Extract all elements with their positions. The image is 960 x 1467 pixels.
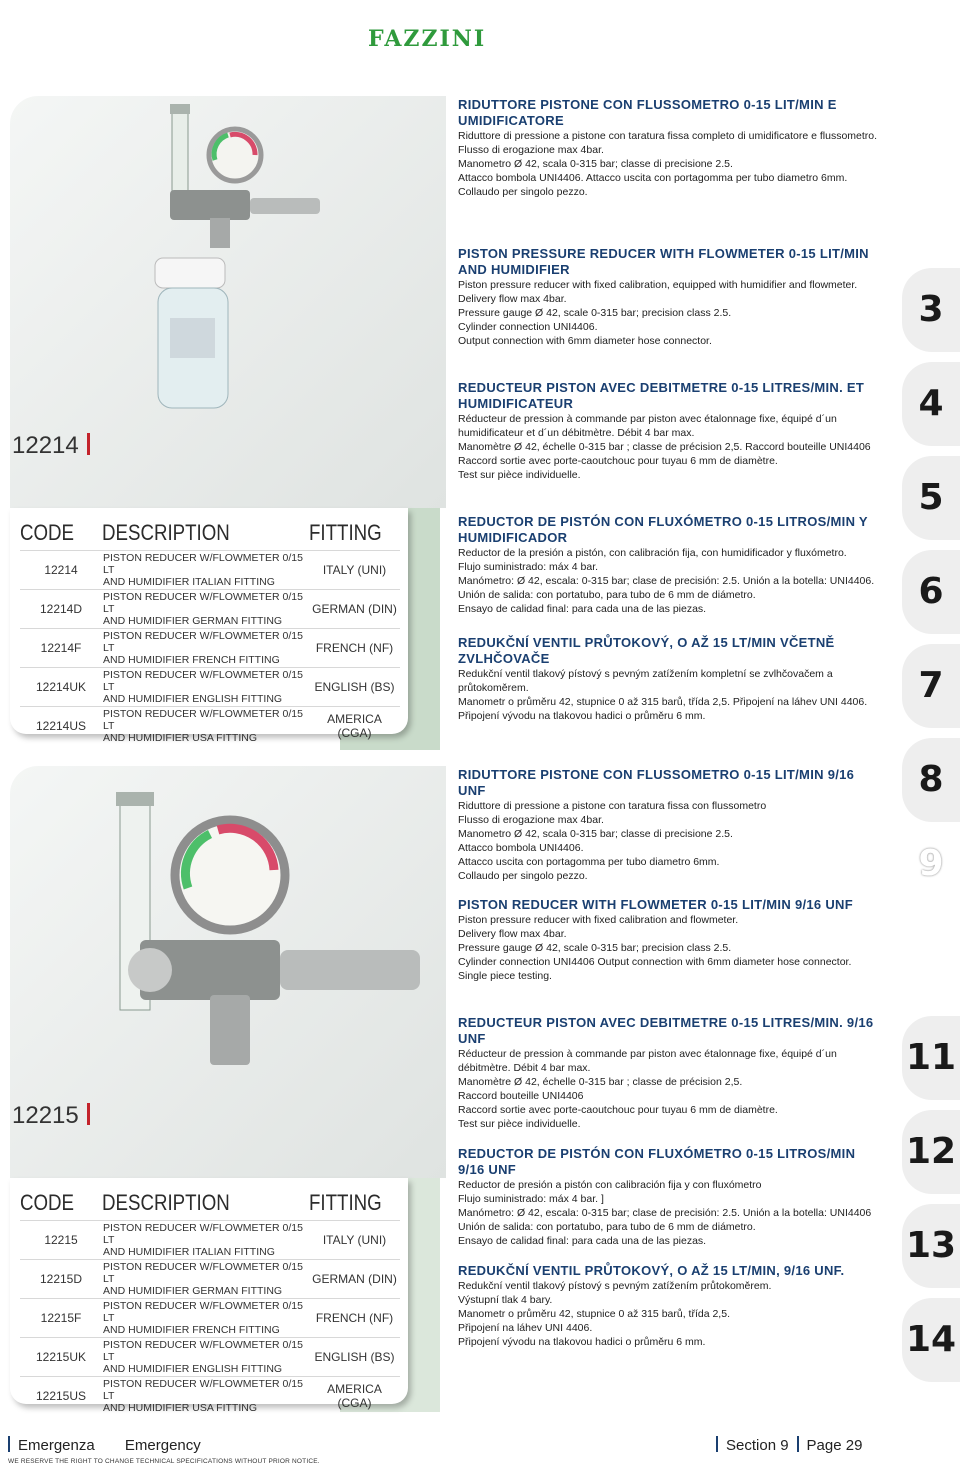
section-tab-9-active[interactable]: 9 — [902, 822, 960, 906]
code-table-12215 — [20, 1190, 400, 1415]
description-en-12214 — [458, 246, 878, 348]
table-row — [20, 629, 400, 668]
description-cz-12215 — [458, 1263, 878, 1349]
description-title: REDUKČNÍ VENTIL PRŮTOKOVÝ, O AŽ 15 LT/MIN VČETNĚ ZVLHČOVAČE — [458, 635, 835, 666]
row-description: PISTON REDUCER W/FLOWMETER 0/15 LT AND HUMIDIFIER USA FITTING — [102, 1377, 309, 1416]
section-tab-13[interactable]: 13 — [902, 1204, 960, 1288]
section-tab-7[interactable]: 7 — [902, 644, 960, 728]
row-code: 12214 — [20, 551, 102, 590]
description-title: PISTON REDUCER WITH FLOWMETER 0-15 LIT/MIN 9/16 UNF — [458, 897, 853, 912]
description-body: Redukční ventil tlakový pístový s pevným zatížením kompletní se zvlhčovačem a průtokoměrem. Manometr o průměru 42, stupnice 0 až 315 barů, třída 2,5. Připojení na láhev UNI 4406. Připojení vývodu na tlakovou hadici o průměru 6 mm. — [458, 668, 868, 722]
section-tab-4[interactable]: 4 — [902, 362, 960, 446]
footer-bar — [716, 1436, 718, 1452]
footer-bar — [8, 1436, 10, 1452]
section-tab-11[interactable]: 11 — [902, 1016, 960, 1100]
footer-section: Section 9 — [726, 1437, 789, 1454]
description-body: Piston pressure reducer with fixed calibration and flowmeter. Delivery flow max 4bar. Pressure gauge Ø 42, scale 0-315 bar; precision class 2.5. Cylinder connection UNI4406 Output connection with 6mm diameter hose connector. Single piece testing. — [458, 914, 852, 982]
description-body: Reductor de la presión a pistón, con calibración fija, con humidificador y fluxómetro. Flujo suministrado: máx 4 bar. Manómetro: Ø 42, escala: 0-315 bar; clase de precisión: 2.5. Unión a la botella: UNI4406. Unión de salida: con portatubo, para tubo de 6 mm de diámetro. Ensayo de calidad final: para cada una de las piezas. — [458, 547, 875, 615]
description-body: Piston pressure reducer with fixed calibration, equipped with humidifier and flowmeter. Delivery flow max 4bar. Pressure gauge Ø 42, scale 0-315 bar; precision class 2.5. Cylinder connection UNI4406. Output connection with 6mm diameter hose connector. — [458, 279, 858, 347]
table-row — [20, 1299, 400, 1338]
row-fitting: ENGLISH (BS) — [309, 1338, 400, 1377]
row-description: PISTON REDUCER W/FLOWMETER 0/15 LT AND HUMIDIFIER ITALIAN FITTING — [102, 1221, 309, 1260]
row-code: 12214F — [20, 629, 102, 668]
section-tab-8[interactable]: 8 — [902, 738, 960, 822]
footer-category-it: Emergenza — [18, 1437, 95, 1454]
description-title: REDUKČNÍ VENTIL PRŮTOKOVÝ, O AŽ 15 LT/MIN, 9/16 UNF. — [458, 1263, 845, 1278]
row-fitting: ITALY (UNI) — [309, 551, 400, 590]
product-image-12214 — [110, 100, 340, 420]
humidifier-cap — [155, 258, 225, 288]
row-description: PISTON REDUCER W/FLOWMETER 0/15 LT AND HUMIDIFIER FRENCH FITTING — [102, 1299, 309, 1338]
footer-category-en: Emergency — [124, 1437, 201, 1454]
description-body: Redukční ventil tlakový pístový s pevným zatížením průtokoměrem. Výstupní tlak 4 bary. Manometr o průměru 42, stupnice 0 až 315 barů, třída 2,5. Připojení na láhev UNI 4406. Připojení vývodu na tlakovou hadici o průměru 6 mm. — [458, 1280, 772, 1348]
row-code: 12214D — [20, 590, 102, 629]
footer-right — [708, 1436, 862, 1454]
row-description: PISTON REDUCER W/FLOWMETER 0/15 LT AND HUMIDIFIER FRENCH FITTING — [102, 629, 309, 668]
row-code: 12214UK — [20, 668, 102, 707]
description-body: Riduttore di pressione a pistone con taratura fissa completo di umidificatore e flussometro. Flusso di erogazione max 4bar. Manometro Ø 42, scala 0-315 bar; classe di precisione 2.5. Attacco bombola UNI4406. Attacco uscita con portagomma per tubo diametro 6mm. Collaudo per singolo pezzo. — [458, 130, 878, 198]
description-title: RIDUTTORE PISTONE CON FLUSSOMETRO 0-15 LIT/MIN E UMIDIFICATORE — [458, 97, 837, 128]
section-tab-6[interactable]: 6 — [902, 550, 960, 634]
row-description: PISTON REDUCER W/FLOWMETER 0/15 LT AND HUMIDIFIER ITALIAN FITTING — [102, 551, 309, 590]
table-row — [20, 668, 400, 707]
description-body: Réducteur de pression à commande par piston avec étalonnage fixe, équipé d´un humidificateur et d´un débitmètre. Débit 4 bar max. Manomètre Ø 42, échelle 0-315 bar ; classe de précision 2,5. Raccord bouteille UNI4406 Raccord sortie avec porte-caoutchouc pour tuyau 6 mm de diamètre. Test sur pièce individuelle. — [458, 413, 871, 481]
row-code: 12215UK — [20, 1338, 102, 1377]
product-number-12214: 12214 — [12, 432, 90, 460]
row-code: 12214US — [20, 707, 102, 746]
humidifier-label — [170, 318, 215, 358]
footer-bar — [797, 1436, 799, 1452]
red-accent-bar — [87, 433, 90, 455]
section-tab-3[interactable]: 3 — [902, 268, 960, 352]
row-description: PISTON REDUCER W/FLOWMETER 0/15 LT AND HUMIDIFIER ENGLISH FITTING — [102, 668, 309, 707]
table-header-row — [20, 1190, 400, 1221]
section-tab-14[interactable]: 14 — [902, 1298, 960, 1382]
table-row — [20, 1377, 400, 1416]
row-code: 12215D — [20, 1260, 102, 1299]
description-body: Riduttore di pressione a pistone con taratura fissa con flussometro Flusso di erogazione max 4bar. Manometro Ø 42, scala 0-315 bar; classe di precisione 2.5. Attacco bombola UNI4406. Attacco uscita con portagomma per tubo diametro 6mm. Collaudo per singolo pezzo. — [458, 800, 767, 882]
description-cz-12214 — [458, 635, 878, 723]
description-title: PISTON PRESSURE REDUCER WITH FLOWMETER 0-15 LIT/MIN AND HUMIDIFIER — [458, 246, 869, 277]
flowmeter-cap — [116, 792, 154, 806]
row-code: 12215F — [20, 1299, 102, 1338]
row-fitting: FRENCH (NF) — [309, 1299, 400, 1338]
cylinder-fitting — [210, 218, 230, 248]
description-en-12215 — [458, 897, 878, 983]
description-title: REDUCTOR DE PISTÓN CON FLUXÓMETRO 0-15 LITROS/MIN 9/16 UNF — [458, 1146, 856, 1177]
flowmeter-cap — [170, 104, 190, 114]
pressure-gauge — [175, 820, 285, 930]
description-it-12215 — [458, 767, 878, 883]
section-tab-5[interactable]: 5 — [902, 456, 960, 540]
description-body: Reductor de presión a pistón con calibración fija y con fluxómetro Flujo suministrado: máx 4 bar. ] Manómetro: Ø 42, escala: 0-315 bar; clase de precisión: 2.5. Unión a la botella: UNI4406 Unión de salida: con portatubo, para tubo de 6 mm de diámetro. Ensayo de calidad final: para cada una de las piezas. — [458, 1179, 872, 1247]
description-fr-12215 — [458, 1015, 878, 1131]
table-row — [20, 1221, 400, 1260]
row-description: PISTON REDUCER W/FLOWMETER 0/15 LT AND HUMIDIFIER ENGLISH FITTING — [102, 1338, 309, 1377]
outlet-connector — [280, 950, 420, 990]
description-body: Réducteur de pression à commande par piston avec étalonnage fixe, équipé d´un débitmètre. Débit 4 bar max. Manomètre Ø 42, échelle 0-315 bar ; classe de précision 2,5. Raccord bouteille UNI4406 Raccord sortie avec porte-caoutchouc pour tuyau 6 mm de diamètre. Test sur pièce individuelle. — [458, 1048, 837, 1130]
row-fitting: AMERICA (CGA) — [309, 1377, 400, 1416]
row-fitting: AMERICA (CGA) — [309, 707, 400, 746]
description-it-12214 — [458, 97, 878, 199]
row-description: PISTON REDUCER W/FLOWMETER 0/15 LT AND HUMIDIFIER USA FITTING — [102, 707, 309, 746]
pressure-gauge — [209, 129, 261, 181]
footer-disclaimer: WE RESERVE THE RIGHT TO CHANGE TECHNICAL SPECIFICATIONS WITHOUT PRIOR NOTICE. — [8, 1458, 320, 1465]
section-tab-12[interactable]: 12 — [902, 1110, 960, 1194]
row-code: 12215US — [20, 1377, 102, 1416]
table-row — [20, 590, 400, 629]
regulator-knob — [128, 948, 172, 992]
footer-page: Page 29 — [806, 1437, 863, 1454]
product-number-12215: 12215 — [12, 1102, 90, 1130]
regulator-body — [170, 190, 250, 220]
product-image-12215 — [100, 780, 430, 1080]
cylinder-fitting — [210, 995, 250, 1065]
col-header-code: CODE — [20, 1190, 75, 1215]
col-header-description: DESCRIPTION — [102, 520, 230, 545]
col-header-fitting: FITTING — [309, 520, 382, 545]
red-accent-bar — [87, 1103, 90, 1125]
row-fitting: FRENCH (NF) — [309, 629, 400, 668]
description-title: REDUCTEUR PISTON AVEC DEBITMETRE 0-15 LITRES/MIN. ET HUMIDIFICATEUR — [458, 380, 865, 411]
row-fitting: ENGLISH (BS) — [309, 668, 400, 707]
table-header-row — [20, 520, 400, 551]
table-row — [20, 551, 400, 590]
footer-left — [8, 1436, 201, 1454]
col-header-description: DESCRIPTION — [102, 1190, 230, 1215]
row-fitting: GERMAN (DIN) — [309, 1260, 400, 1299]
row-fitting: ITALY (UNI) — [309, 1221, 400, 1260]
brand-logo: FAZZINI — [368, 26, 487, 52]
col-header-code: CODE — [20, 520, 75, 545]
col-header-fitting: FITTING — [309, 1190, 382, 1215]
table-row — [20, 1338, 400, 1377]
description-title: RIDUTTORE PISTONE CON FLUSSOMETRO 0-15 LIT/MIN 9/16 UNF — [458, 767, 855, 798]
description-es-12215 — [458, 1146, 878, 1248]
description-title: REDUCTOR DE PISTÓN CON FLUXÓMETRO 0-15 LITROS/MIN Y HUMIDIFICADOR — [458, 514, 868, 545]
description-fr-12214 — [458, 380, 878, 482]
table-row — [20, 707, 400, 746]
description-title: REDUCTEUR PISTON AVEC DEBITMETRE 0-15 LITRES/MIN. 9/16 UNF — [458, 1015, 874, 1046]
description-es-12214 — [458, 514, 878, 616]
table-row — [20, 1260, 400, 1299]
row-code: 12215 — [20, 1221, 102, 1260]
row-fitting: GERMAN (DIN) — [309, 590, 400, 629]
outlet-connector — [250, 198, 320, 214]
row-description: PISTON REDUCER W/FLOWMETER 0/15 LT AND HUMIDIFIER GERMAN FITTING — [102, 590, 309, 629]
code-table-12214 — [20, 520, 400, 745]
row-description: PISTON REDUCER W/FLOWMETER 0/15 LT AND HUMIDIFIER GERMAN FITTING — [102, 1260, 309, 1299]
